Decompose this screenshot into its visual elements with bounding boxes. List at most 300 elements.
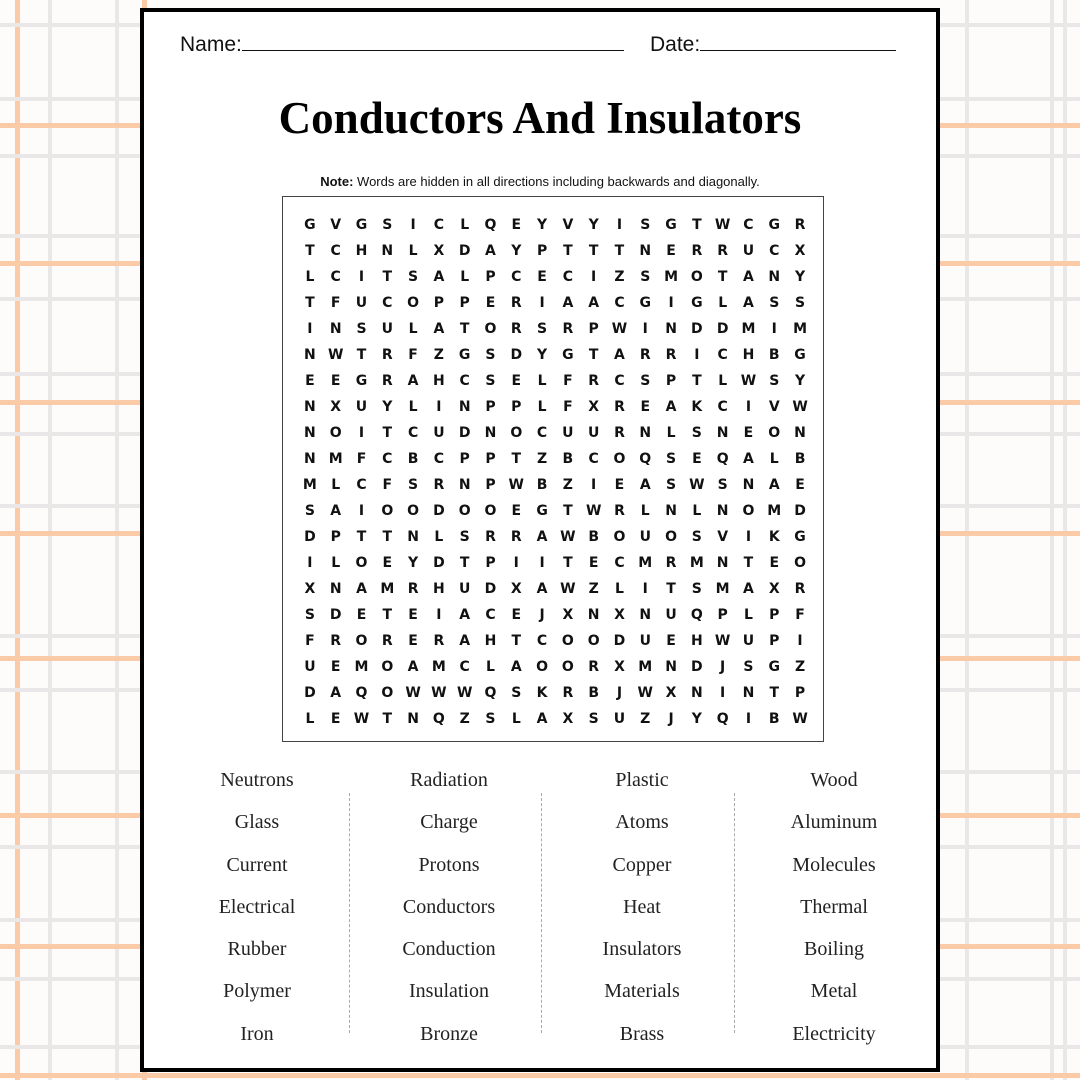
grid-letter[interactable]: P: [485, 555, 496, 571]
grid-letter[interactable]: Z: [614, 269, 625, 285]
grid-letter[interactable]: Y: [794, 373, 806, 389]
grid-letter[interactable]: N: [742, 477, 755, 493]
grid-letter[interactable]: I: [436, 399, 442, 415]
grid-letter[interactable]: C: [562, 269, 573, 285]
grid-letter[interactable]: I: [720, 685, 726, 701]
grid-letter[interactable]: P: [717, 607, 728, 623]
grid-letter[interactable]: X: [614, 607, 625, 623]
grid-letter[interactable]: Z: [459, 711, 470, 727]
grid-letter[interactable]: C: [511, 269, 522, 285]
grid-letter[interactable]: W: [792, 399, 808, 415]
grid-letter[interactable]: C: [485, 607, 496, 623]
grid-letter[interactable]: D: [458, 243, 471, 259]
grid-letter[interactable]: O: [613, 529, 626, 545]
grid-letter[interactable]: E: [511, 503, 522, 519]
grid-letter[interactable]: L: [640, 503, 650, 519]
grid-letter[interactable]: C: [536, 633, 548, 649]
grid-letter[interactable]: U: [433, 425, 445, 441]
grid-letter[interactable]: T: [692, 217, 702, 233]
grid-letter[interactable]: Y: [794, 269, 806, 285]
grid-letter[interactable]: M: [689, 555, 704, 571]
grid-letter[interactable]: A: [536, 581, 548, 597]
grid-letter[interactable]: C: [769, 243, 780, 259]
grid-letter[interactable]: E: [769, 555, 780, 571]
grid-letter[interactable]: E: [330, 373, 341, 389]
grid-letter[interactable]: N: [304, 425, 316, 441]
grid-letter[interactable]: E: [588, 555, 599, 571]
grid-letter[interactable]: W: [714, 217, 731, 233]
grid-letter[interactable]: I: [694, 347, 700, 363]
grid-letter[interactable]: O: [407, 503, 420, 519]
grid-letter[interactable]: W: [431, 685, 447, 701]
grid-letter[interactable]: A: [743, 295, 754, 311]
grid-letter[interactable]: S: [640, 217, 651, 233]
grid-letter[interactable]: X: [562, 607, 574, 623]
grid-letter[interactable]: A: [459, 633, 471, 649]
grid-letter[interactable]: C: [717, 399, 728, 415]
grid-letter[interactable]: Q: [484, 217, 497, 233]
grid-letter[interactable]: M: [302, 477, 317, 493]
grid-letter[interactable]: P: [459, 295, 470, 311]
grid-letter[interactable]: P: [485, 477, 496, 493]
grid-letter[interactable]: N: [639, 425, 652, 441]
grid-letter[interactable]: C: [433, 217, 445, 233]
grid-letter[interactable]: L: [486, 659, 495, 675]
grid-letter[interactable]: T: [356, 347, 367, 363]
grid-letter[interactable]: A: [588, 295, 600, 311]
grid-letter[interactable]: A: [407, 373, 419, 389]
grid-letter[interactable]: P: [536, 243, 548, 259]
grid-letter[interactable]: N: [690, 685, 703, 701]
grid-letter[interactable]: H: [433, 373, 445, 389]
grid-letter[interactable]: T: [511, 451, 522, 467]
grid-letter[interactable]: L: [305, 711, 315, 727]
grid-letter[interactable]: T: [305, 243, 315, 259]
grid-letter[interactable]: R: [381, 633, 393, 649]
grid-letter[interactable]: G: [768, 659, 780, 675]
grid-letter[interactable]: L: [769, 451, 779, 467]
grid-letter[interactable]: L: [511, 711, 521, 727]
grid-letter[interactable]: A: [407, 659, 419, 675]
grid-letter[interactable]: O: [742, 503, 755, 519]
grid-letter[interactable]: Q: [690, 607, 703, 623]
grid-letter[interactable]: R: [794, 217, 806, 233]
grid-letter[interactable]: S: [691, 529, 702, 545]
grid-letter[interactable]: I: [410, 217, 416, 233]
grid-letter[interactable]: X: [510, 581, 522, 597]
grid-letter[interactable]: G: [794, 529, 806, 545]
grid-letter[interactable]: I: [642, 581, 648, 597]
grid-letter[interactable]: N: [639, 607, 652, 623]
grid-letter[interactable]: E: [614, 477, 625, 493]
grid-letter[interactable]: S: [304, 607, 315, 623]
grid-letter[interactable]: N: [458, 399, 471, 415]
grid-letter[interactable]: T: [692, 373, 702, 389]
grid-letter[interactable]: P: [433, 295, 445, 311]
grid-letter[interactable]: F: [563, 373, 573, 389]
grid-letter[interactable]: A: [510, 659, 522, 675]
grid-letter[interactable]: E: [795, 477, 805, 493]
grid-letter[interactable]: Z: [794, 659, 806, 675]
grid-letter[interactable]: N: [587, 607, 600, 623]
grid-letter[interactable]: L: [408, 321, 418, 337]
grid-letter[interactable]: W: [740, 373, 757, 389]
grid-letter[interactable]: L: [537, 373, 547, 389]
grid-letter[interactable]: M: [638, 659, 653, 675]
grid-letter[interactable]: P: [459, 451, 470, 467]
grid-letter[interactable]: P: [794, 685, 806, 701]
grid-letter[interactable]: O: [355, 555, 368, 571]
grid-letter[interactable]: D: [484, 581, 497, 597]
grid-letter[interactable]: W: [353, 711, 370, 727]
grid-letter[interactable]: B: [588, 529, 599, 545]
grid-letter[interactable]: X: [794, 243, 806, 259]
grid-letter[interactable]: B: [536, 477, 548, 493]
grid-letter[interactable]: Y: [691, 711, 702, 727]
grid-letter[interactable]: O: [587, 633, 600, 649]
grid-letter[interactable]: U: [304, 659, 316, 675]
grid-letter[interactable]: T: [356, 529, 367, 545]
grid-letter[interactable]: X: [665, 685, 677, 701]
grid-letter[interactable]: T: [614, 243, 625, 259]
grid-letter[interactable]: D: [304, 685, 316, 701]
grid-letter[interactable]: X: [614, 659, 625, 675]
grid-letter[interactable]: R: [433, 633, 445, 649]
date-field[interactable]: [650, 30, 896, 57]
grid-letter[interactable]: D: [329, 607, 342, 623]
grid-letter[interactable]: C: [743, 217, 754, 233]
grid-letter[interactable]: R: [330, 633, 342, 649]
grid-letter[interactable]: S: [382, 217, 393, 233]
grid-letter[interactable]: L: [460, 217, 470, 233]
grid-letter[interactable]: M: [354, 659, 369, 675]
grid-letter[interactable]: H: [742, 347, 755, 363]
grid-letter[interactable]: C: [459, 373, 470, 389]
grid-letter[interactable]: A: [639, 477, 651, 493]
grid-letter[interactable]: U: [355, 399, 368, 415]
grid-letter[interactable]: Q: [432, 711, 445, 727]
grid-letter[interactable]: T: [382, 529, 393, 545]
grid-letter[interactable]: W: [714, 633, 731, 649]
grid-letter[interactable]: C: [433, 451, 445, 467]
grid-letter[interactable]: I: [616, 217, 623, 233]
grid-letter[interactable]: L: [408, 243, 418, 259]
grid-letter[interactable]: C: [330, 269, 341, 285]
grid-letter[interactable]: S: [459, 529, 470, 545]
grid-letter[interactable]: C: [536, 425, 548, 441]
grid-letter[interactable]: C: [356, 477, 367, 493]
grid-letter[interactable]: T: [563, 243, 573, 259]
grid-letter[interactable]: R: [614, 425, 625, 441]
grid-letter[interactable]: T: [511, 633, 522, 649]
grid-letter[interactable]: D: [716, 321, 729, 337]
grid-letter[interactable]: J: [720, 659, 726, 675]
grid-letter[interactable]: S: [666, 451, 677, 467]
grid-letter[interactable]: E: [305, 373, 315, 389]
grid-letter[interactable]: E: [330, 711, 341, 727]
grid-letter[interactable]: F: [305, 633, 315, 649]
grid-letter[interactable]: G: [536, 503, 548, 519]
grid-letter[interactable]: M: [638, 555, 653, 571]
grid-letter[interactable]: D: [691, 659, 703, 675]
grid-letter[interactable]: I: [513, 555, 519, 571]
grid-letter[interactable]: P: [485, 399, 496, 415]
grid-letter[interactable]: E: [330, 659, 341, 675]
grid-letter[interactable]: I: [436, 607, 442, 623]
grid-letter[interactable]: R: [614, 503, 625, 519]
grid-letter[interactable]: L: [331, 555, 341, 571]
grid-letter[interactable]: E: [382, 555, 393, 571]
grid-letter[interactable]: U: [639, 633, 651, 649]
grid-letter[interactable]: T: [717, 269, 728, 285]
grid-letter[interactable]: N: [794, 425, 806, 441]
grid-letter[interactable]: O: [484, 321, 497, 337]
grid-letter[interactable]: U: [562, 425, 574, 441]
grid-letter[interactable]: A: [330, 503, 342, 519]
grid-letter[interactable]: B: [768, 711, 780, 727]
grid-letter[interactable]: B: [768, 347, 780, 363]
grid-letter[interactable]: S: [794, 295, 806, 311]
grid-letter[interactable]: R: [665, 555, 677, 571]
grid-letter[interactable]: D: [691, 321, 703, 337]
grid-letter[interactable]: I: [539, 555, 545, 571]
grid-letter[interactable]: M: [793, 321, 807, 337]
grid-letter[interactable]: Z: [433, 347, 444, 363]
grid-letter[interactable]: M: [741, 321, 756, 337]
grid-letter[interactable]: E: [356, 607, 367, 623]
grid-letter[interactable]: G: [691, 295, 703, 311]
grid-letter[interactable]: N: [665, 321, 677, 337]
grid-letter[interactable]: O: [665, 529, 677, 545]
grid-letter[interactable]: A: [743, 451, 754, 467]
grid-letter[interactable]: R: [485, 529, 496, 545]
grid-letter[interactable]: V: [562, 217, 574, 233]
grid-letter[interactable]: S: [640, 373, 651, 389]
grid-letter[interactable]: N: [742, 685, 755, 701]
grid-letter[interactable]: L: [718, 295, 728, 311]
grid-letter[interactable]: G: [665, 217, 677, 233]
grid-letter[interactable]: X: [304, 581, 316, 597]
grid-letter[interactable]: W: [560, 529, 576, 545]
grid-letter[interactable]: N: [484, 425, 497, 441]
grid-letter[interactable]: I: [591, 477, 597, 493]
grid-letter[interactable]: R: [588, 373, 600, 389]
grid-letter[interactable]: D: [613, 633, 626, 649]
grid-letter[interactable]: V: [768, 399, 780, 415]
grid-letter[interactable]: W: [560, 581, 576, 597]
grid-letter[interactable]: L: [743, 607, 753, 623]
grid-letter[interactable]: E: [537, 269, 547, 285]
grid-letter[interactable]: E: [743, 425, 754, 441]
grid-letter[interactable]: X: [562, 711, 574, 727]
grid-letter[interactable]: Y: [382, 399, 393, 415]
grid-letter[interactable]: A: [433, 321, 445, 337]
grid-letter[interactable]: C: [588, 451, 599, 467]
grid-letter[interactable]: O: [510, 425, 523, 441]
grid-letter[interactable]: I: [745, 529, 752, 545]
grid-letter[interactable]: G: [304, 217, 316, 233]
date-underline[interactable]: [700, 30, 896, 51]
grid-letter[interactable]: Z: [562, 477, 573, 493]
grid-letter[interactable]: T: [382, 269, 393, 285]
grid-letter[interactable]: O: [381, 685, 394, 701]
grid-letter[interactable]: R: [510, 529, 522, 545]
grid-letter[interactable]: F: [563, 399, 573, 415]
grid-letter[interactable]: A: [768, 477, 780, 493]
grid-letter[interactable]: W: [405, 685, 421, 701]
grid-letter[interactable]: W: [585, 503, 602, 519]
grid-letter[interactable]: K: [691, 399, 703, 415]
grid-letter[interactable]: R: [510, 295, 522, 311]
grid-letter[interactable]: S: [769, 295, 780, 311]
grid-letter[interactable]: W: [611, 321, 628, 337]
grid-letter[interactable]: G: [794, 347, 806, 363]
grid-letter[interactable]: Y: [537, 217, 548, 233]
grid-letter[interactable]: I: [642, 321, 648, 337]
grid-letter[interactable]: M: [328, 451, 343, 467]
grid-letter[interactable]: L: [666, 425, 676, 441]
grid-letter[interactable]: L: [537, 399, 547, 415]
grid-letter[interactable]: N: [329, 321, 342, 337]
grid-letter[interactable]: Q: [716, 451, 729, 467]
grid-letter[interactable]: O: [561, 659, 574, 675]
grid-letter[interactable]: S: [408, 269, 419, 285]
grid-letter[interactable]: U: [355, 295, 368, 311]
grid-letter[interactable]: E: [408, 607, 418, 623]
grid-letter[interactable]: B: [588, 685, 599, 701]
grid-letter[interactable]: R: [691, 243, 703, 259]
grid-letter[interactable]: I: [771, 321, 777, 337]
grid-letter[interactable]: V: [717, 529, 729, 545]
grid-letter[interactable]: N: [458, 477, 471, 493]
grid-letter[interactable]: A: [330, 685, 342, 701]
grid-letter[interactable]: A: [665, 399, 677, 415]
grid-letter[interactable]: T: [305, 295, 315, 311]
grid-letter[interactable]: R: [639, 347, 651, 363]
grid-letter[interactable]: F: [795, 607, 805, 623]
grid-letter[interactable]: T: [563, 503, 573, 519]
grid-letter[interactable]: Q: [484, 685, 497, 701]
grid-letter[interactable]: T: [588, 347, 599, 363]
grid-letter[interactable]: H: [433, 581, 445, 597]
grid-letter[interactable]: C: [614, 555, 625, 571]
grid-letter[interactable]: A: [562, 295, 574, 311]
grid-letter[interactable]: M: [380, 581, 395, 597]
grid-letter[interactable]: P: [769, 607, 780, 623]
grid-letter[interactable]: S: [769, 373, 780, 389]
grid-letter[interactable]: L: [408, 399, 418, 415]
grid-letter[interactable]: H: [484, 633, 497, 649]
grid-letter[interactable]: F: [408, 347, 418, 363]
grid-letter[interactable]: R: [717, 243, 729, 259]
grid-letter[interactable]: B: [794, 451, 806, 467]
grid-letter[interactable]: S: [485, 347, 496, 363]
grid-letter[interactable]: Z: [588, 581, 599, 597]
grid-letter[interactable]: E: [666, 243, 676, 259]
grid-letter[interactable]: L: [718, 373, 728, 389]
grid-letter[interactable]: N: [665, 659, 677, 675]
grid-letter[interactable]: C: [330, 243, 341, 259]
grid-letter[interactable]: D: [304, 529, 316, 545]
grid-letter[interactable]: S: [691, 581, 702, 597]
grid-letter[interactable]: T: [588, 243, 599, 259]
letter-grid[interactable]: [297, 212, 813, 732]
grid-letter[interactable]: X: [768, 581, 780, 597]
grid-letter[interactable]: T: [743, 555, 754, 571]
grid-letter[interactable]: O: [794, 555, 806, 571]
grid-letter[interactable]: S: [640, 269, 651, 285]
grid-letter[interactable]: R: [562, 685, 574, 701]
grid-letter[interactable]: A: [356, 581, 367, 597]
grid-letter[interactable]: D: [433, 555, 445, 571]
grid-letter[interactable]: E: [511, 607, 522, 623]
grid-letter[interactable]: W: [689, 477, 705, 493]
grid-letter[interactable]: D: [458, 425, 471, 441]
grid-letter[interactable]: S: [588, 711, 599, 727]
grid-letter[interactable]: T: [382, 607, 393, 623]
grid-letter[interactable]: O: [381, 503, 394, 519]
grid-letter[interactable]: A: [433, 269, 445, 285]
grid-letter[interactable]: C: [407, 425, 419, 441]
grid-letter[interactable]: O: [381, 659, 394, 675]
grid-letter[interactable]: Q: [639, 451, 652, 467]
grid-letter[interactable]: A: [536, 711, 548, 727]
grid-letter[interactable]: P: [665, 373, 677, 389]
grid-letter[interactable]: G: [768, 217, 780, 233]
grid-letter[interactable]: U: [639, 529, 651, 545]
grid-letter[interactable]: O: [355, 633, 368, 649]
grid-letter[interactable]: G: [562, 347, 574, 363]
grid-letter[interactable]: R: [433, 477, 445, 493]
grid-letter[interactable]: Y: [408, 555, 419, 571]
grid-letter[interactable]: T: [382, 425, 393, 441]
grid-letter[interactable]: N: [304, 451, 316, 467]
grid-letter[interactable]: W: [637, 685, 653, 701]
grid-letter[interactable]: F: [356, 451, 367, 467]
grid-letter[interactable]: I: [668, 295, 674, 311]
grid-letter[interactable]: Q: [355, 685, 368, 701]
grid-letter[interactable]: S: [743, 659, 754, 675]
grid-letter[interactable]: K: [768, 529, 780, 545]
grid-letter[interactable]: T: [563, 555, 573, 571]
grid-letter[interactable]: C: [717, 347, 728, 363]
grid-letter[interactable]: I: [745, 711, 752, 727]
grid-letter[interactable]: G: [355, 217, 368, 233]
grid-letter[interactable]: N: [716, 425, 729, 441]
grid-letter[interactable]: N: [304, 399, 316, 415]
grid-letter[interactable]: U: [742, 633, 755, 649]
grid-letter[interactable]: I: [358, 503, 365, 519]
grid-letter[interactable]: U: [742, 243, 755, 259]
grid-letter[interactable]: R: [665, 347, 677, 363]
grid-letter[interactable]: J: [539, 607, 545, 623]
grid-letter[interactable]: B: [407, 451, 419, 467]
grid-letter[interactable]: N: [304, 347, 316, 363]
grid-letter[interactable]: E: [485, 295, 496, 311]
grid-letter[interactable]: R: [510, 321, 522, 337]
grid-letter[interactable]: P: [511, 399, 522, 415]
grid-letter[interactable]: N: [381, 243, 394, 259]
grid-letter[interactable]: C: [382, 295, 393, 311]
grid-letter[interactable]: D: [510, 347, 523, 363]
grid-letter[interactable]: R: [381, 347, 393, 363]
grid-letter[interactable]: S: [485, 373, 496, 389]
grid-letter[interactable]: N: [716, 555, 729, 571]
grid-letter[interactable]: A: [614, 347, 625, 363]
grid-letter[interactable]: C: [459, 659, 470, 675]
grid-letter[interactable]: L: [305, 269, 315, 285]
grid-letter[interactable]: G: [355, 373, 368, 389]
